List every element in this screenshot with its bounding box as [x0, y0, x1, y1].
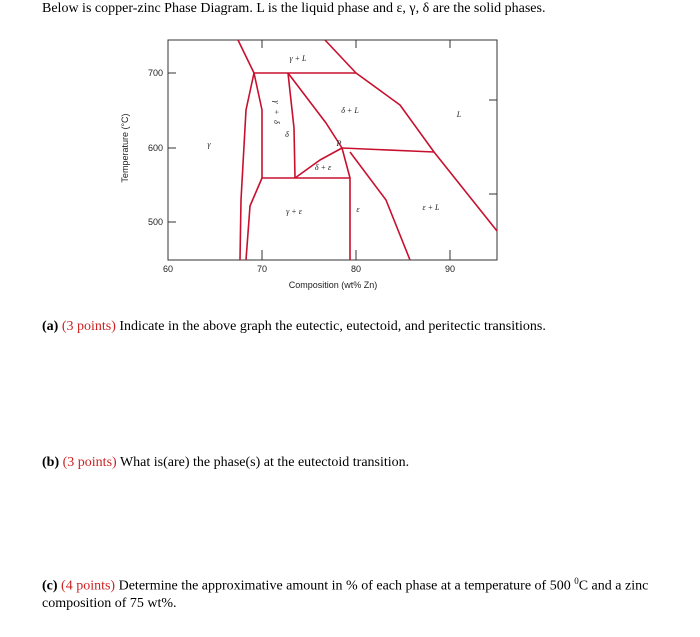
delta-right-boundary	[288, 73, 342, 148]
label-gamma-eps: γ + ε	[286, 207, 302, 216]
x-tick-label-60: 60	[162, 264, 174, 274]
question-c-label: (c)	[42, 578, 58, 594]
question-b	[42, 454, 409, 471]
question-b-points: (3 points)	[62, 455, 117, 470]
degree-superscript: 0	[574, 576, 579, 586]
question-a-text: Indicate in the above graph the eutectic, eutectoid, and peritectic transitions.	[119, 319, 546, 334]
phase-boundaries	[238, 40, 497, 260]
x-tick-label-80: 80	[350, 264, 362, 274]
peritectic-isotherm-600	[342, 148, 434, 152]
y-axis-title: Temperature (°C)	[120, 113, 130, 183]
delta-left-boundary	[288, 73, 295, 178]
question-a-points: (3 points)	[61, 319, 116, 334]
label-gamma-delta-vertical	[272, 100, 281, 124]
question-a	[42, 318, 546, 335]
x-tick-label-90: 90	[444, 264, 456, 274]
gamma-solidus-line	[240, 73, 254, 260]
label-gamma: γ	[207, 140, 211, 149]
x-tick-label-70: 70	[256, 264, 268, 274]
x-axis-title: Composition (wt% Zn)	[288, 280, 378, 290]
gamma-eps-boundary	[246, 178, 262, 260]
label-gamma-delta-part-2: +	[272, 109, 281, 115]
question-c-text-2: C and a zinc	[578, 578, 649, 594]
gamma-solvus-left	[254, 73, 262, 178]
label-delta-L: δ + L	[341, 106, 359, 115]
question-b-text: What is(are) the phase(s) at the eutectoid transition.	[119, 455, 410, 470]
y-tick-label-600: 600	[147, 143, 163, 153]
label-gamma-delta-part-1: γ	[272, 100, 281, 104]
label-delta-eps: δ + ε	[314, 163, 332, 172]
question-b-label: (b)	[42, 455, 60, 470]
question-c	[42, 573, 662, 612]
y-tick-label-700: 700	[147, 68, 163, 78]
eps-vertical-boundary	[342, 148, 350, 260]
question-c-text-3: composition of 75 wt%.	[42, 595, 177, 611]
label-eps-L: ε + L	[422, 203, 440, 212]
intro-text: Below is copper-zinc Phase Diagram. L is the liquid phase and ε, γ, δ are the solid phases.	[42, 1, 546, 16]
label-gamma-L: γ + L	[289, 54, 307, 63]
label-eps: ε	[356, 205, 360, 214]
label-P: P	[336, 139, 342, 148]
gamma-liquidus-line	[238, 40, 254, 73]
question-c-text-1: Determine the approximative amount in % of each phase at a temperature of 500	[118, 578, 571, 594]
question-a-label: (a)	[42, 319, 59, 334]
phase-diagram	[110, 30, 510, 298]
label-L: L	[456, 110, 462, 119]
label-gamma-delta-part-3: δ	[272, 120, 281, 124]
y-tick-label-500: 500	[147, 217, 163, 227]
label-delta: δ	[285, 130, 289, 139]
question-c-points: (4 points)	[61, 578, 116, 594]
